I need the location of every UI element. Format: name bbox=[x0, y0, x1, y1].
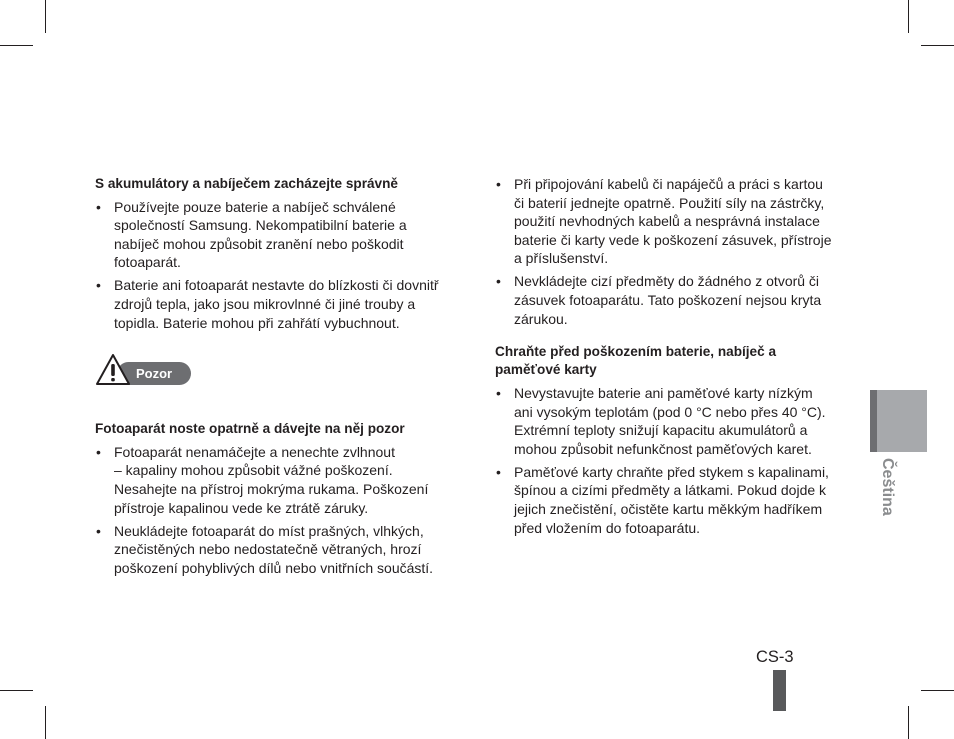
right-column bbox=[495, 175, 850, 542]
bullet-list bbox=[495, 175, 850, 328]
bullet-icon: • bbox=[496, 463, 501, 480]
section-heading-cards: Chraňte před poškozením baterie, nabíječ a paměťové karty bbox=[495, 343, 777, 378]
crop-mark bbox=[0, 690, 33, 691]
crop-mark bbox=[45, 0, 46, 33]
warning-triangle-icon bbox=[95, 352, 131, 388]
bullet-icon: • bbox=[496, 273, 501, 290]
bullet-icon: • bbox=[96, 443, 101, 460]
crop-mark bbox=[908, 706, 909, 739]
language-tab-stripe bbox=[870, 390, 877, 452]
list-item: • Baterie ani fotoaparát nestavte do blízkosti či dovnitř zdrojů tepla, jako jsou mikrovlnné či jiné trouby a topidla. Baterie mohou při zahřátí vybuchnout. bbox=[96, 277, 439, 331]
bullet-icon: • bbox=[96, 277, 101, 294]
page-number: CS-3 bbox=[756, 648, 794, 666]
page-marker-bar bbox=[773, 670, 786, 711]
bullet-icon: • bbox=[496, 176, 501, 192]
section-heading-batteries: S akumulátory a nabíječem zacházejte správně bbox=[95, 176, 398, 191]
crop-mark bbox=[45, 706, 46, 739]
bullet-icon: • bbox=[96, 198, 101, 215]
crop-mark bbox=[0, 45, 33, 46]
crop-mark bbox=[908, 0, 909, 33]
bullet-list bbox=[95, 198, 460, 333]
left-column bbox=[95, 175, 460, 582]
caution-label: Pozor bbox=[117, 362, 191, 385]
list-item: • Neukládejte fotoaparát do míst prašných, vlhkých, znečistěných nebo nedostatečně větraných, hrozí poškození pohyblivých dílů nebo vnitřních součástí. bbox=[96, 522, 434, 576]
language-tab bbox=[870, 390, 927, 452]
caution-badge bbox=[95, 352, 460, 392]
bullet-icon: • bbox=[496, 384, 501, 401]
bullet-list bbox=[95, 443, 460, 578]
language-label: Čeština bbox=[879, 458, 896, 516]
list-item: • Při připojování kabelů či napáječů a práci s kartou či baterií jednejte opatrně. Použití síly na zástrčky, použití nevhodných kabelů a nesprávná instalace baterie či karty vede k poškození zásuvek, přístroje a příslušenství. bbox=[496, 176, 832, 267]
list-item: • Paměťové karty chraňte před stykem s kapalinami, špínou a cizími předměty a látkami. Pokud dojde k jejich znečistění, očistěte kartu měkkým hadříkem před vložením do fotoaparátu. bbox=[496, 463, 829, 536]
crop-mark bbox=[921, 690, 954, 691]
list-item: • Fotoaparát nenamáčejte a nenechte zvlhnout – kapaliny mohou způsobit vážné poškození. Nesahejte na přístroj mokrýma rukama. Poškození přístroje kapalinou vede ke ztrátě záruky. bbox=[96, 443, 429, 516]
list-item: • Nevkládejte cizí předměty do žádného z otvorů či zásuvek fotoaparátu. Tato poškození nejsou kryta zárukou. bbox=[496, 273, 822, 327]
list-item: • Používejte pouze baterie a nabíječ schválené společností Samsung. Nekompatibilní baterie a nabíječ mohou způsobit zranění nebo poškodit fotoaparát. bbox=[96, 198, 407, 271]
bullet-list bbox=[495, 384, 850, 537]
crop-mark bbox=[921, 45, 954, 46]
section-heading-camera-care: Fotoaparát noste opatrně a dávejte na něj pozor bbox=[95, 421, 405, 437]
bullet-icon: • bbox=[96, 522, 101, 539]
list-item: • Nevystavujte baterie ani paměťové karty nízkým ani vysokým teplotám (pod 0 °C nebo přes 40 °C). Extrémní teploty snižují kapacitu akumulátorů a mohou způsobit nefunkčnost paměťových karet. bbox=[496, 384, 826, 457]
